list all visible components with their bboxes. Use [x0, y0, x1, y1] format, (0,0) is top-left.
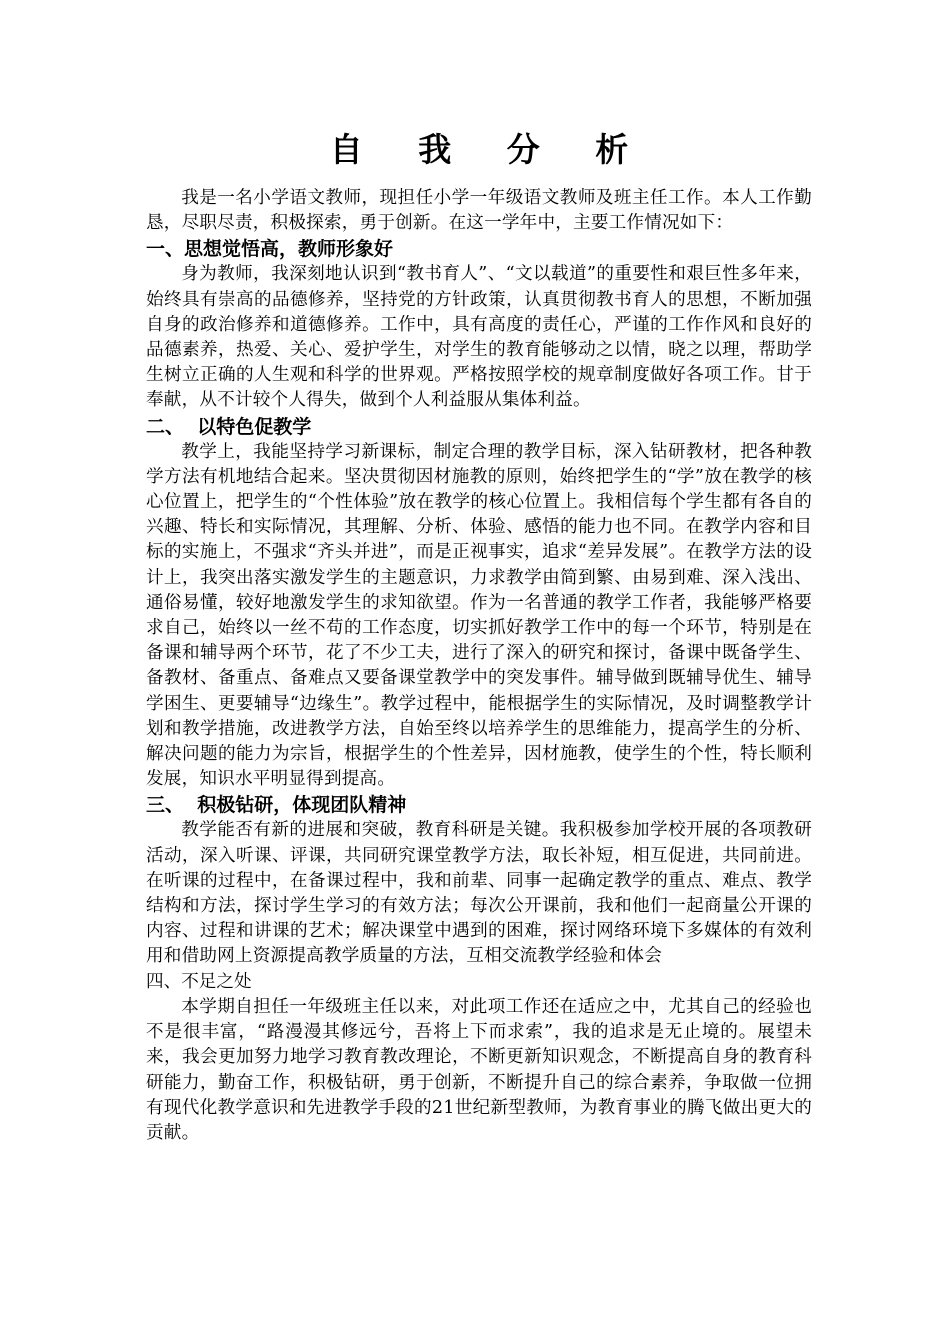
- section-4-body: 本学期自担任一年级班主任以来，对此项工作还在适应之中，尤其自己的经验也不是很丰富，“路漫漫其修远兮，吾将上下而求索”，我的追求是无止境的。展望未来，我会更加努力地学习教育教改理论，不断更新知识观念，不断提高自身的教育科研能力，勤奋工作，积极钻研，勇于创新，不断提升自己的综合素养，争取做一位拥有现代化教学意识和先进教学手段的21世纪新型教师，为教育事业的腾飞做出更大的贡献。: [146, 996, 812, 1143]
- section-2-heading: 二、 以特色促教学: [146, 415, 312, 438]
- section-4-heading: 四、不足之处: [146, 971, 252, 992]
- section-3-heading: 三、 积极钻研，体现团队精神: [146, 794, 407, 817]
- document-page: [146, 128, 812, 1146]
- section-1-body: 身为教师，我深刻地认识到“教书育人”、“文以载道”的重要性和艰巨性多年来，始终具有崇高的品德修养，坚持党的方针政策，认真贯彻教书育人的思想，不断加强自身的政治修养和道德修养。工作中，具有高度的责任心，严谨的工作作风和良好的品德素养，热爱、关心、爱护学生，对学生的教育能够动之以情，晓之以理，帮助学生树立正确的人生观和科学的世界观。严格按照学校的规章制度做好各项工作。甘于奉献，从不计较个人得失，做到个人利益服从集体利益。: [146, 264, 812, 411]
- section-3-body: 教学能否有新的进展和突破，教育科研是关键。我积极参加学校开展的各项教研活动，深入听课、评课，共同研究课堂教学方法，取长补短，相互促进，共同前进。在听课的过程中，在备课过程中，我和前辈、同事一起确定教学的重点、难点、教学结构和方法，探讨学生学习的有效方法；每次公开课前，我和他们一起商量公开课的内容、过程和讲课的艺术；解决课堂中遇到的困难，探讨网络环境下多媒体的有效利用和借助网上资源提高教学质量的方法，互相交流教学经验和体会: [146, 820, 812, 967]
- document-title: 自 我 分 析: [329, 130, 651, 169]
- intro-paragraph: 我是一名小学语文教师，现担任小学一年级语文教师及班主任工作。本人工作勤恳，尽职尽责，积极探索，勇于创新。在这一学年中，主要工作情况如下：: [146, 188, 812, 234]
- section-1-heading: 一、思想觉悟高，教师形象好: [146, 238, 394, 261]
- section-2-body: 教学上，我能坚持学习新课标，制定合理的教学目标，深入钻研教材，把各种教学方法有机地结合起来。坚决贯彻因材施教的原则，始终把学生的“学”放在教学的核心位置上，把学生的“个性体验”放在教学的核心位置上。我相信每个学生都有各自的兴趣、特长和实际情况，其理解、分析、体验、感悟的能力也不同。在教学内容和目标的实施上，不强求“齐头并进”，而是正视事实，追求“差异发展”。在教学方法的设计上，我突出落实激发学生的主题意识，力求教学由简到繁、由易到难、深入浅出、通俗易懂，较好地激发学生的求知欲望。作为一名普通的教学工作者，我能够严格要求自己，始终以一丝不苟的工作态度，切实抓好教学工作中的每一个环节，特别是在备课和辅导两个环节，花了不少工夫，进行了深入的研究和探讨，备课中既备学生、备教材、备重点、备难点又要备课堂教学中的突发事件。辅导做到既辅导优生、辅导学困生、更要辅导“边缘生”。教学过程中，能根据学生的实际情况，及时调整教学计划和教学措施，改进教学方法，自始至终以培养学生的思维能力，提高学生的分析、解决问题的能力为宗旨，根据学生的个性差异，因材施教，使学生的个性，特长顺利发展，知识水平明显得到提高。: [146, 441, 812, 790]
